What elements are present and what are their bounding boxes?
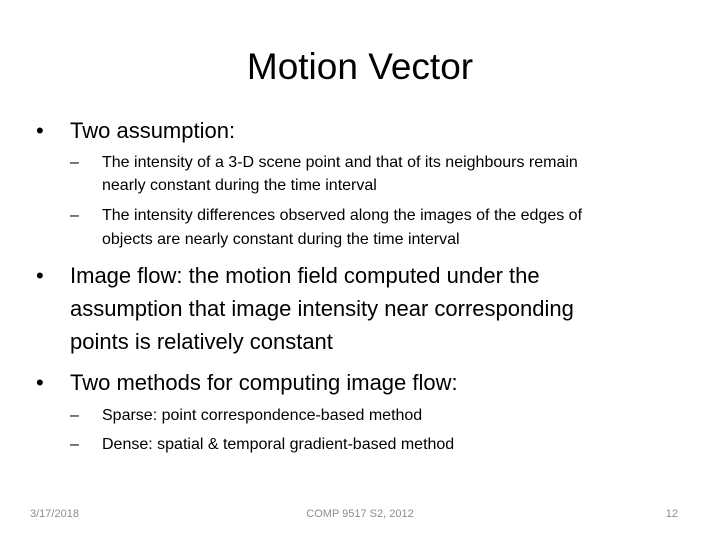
sub-bullet-marker: – xyxy=(70,407,79,424)
slide-title: Motion Vector xyxy=(246,46,474,87)
sub-bullet-marker: – xyxy=(70,207,79,224)
bullet-2-line-1: Image flow: the motion field computed under the xyxy=(70,263,540,288)
bullet-marker: • xyxy=(36,118,44,143)
bullet-1-line-1: Two assumption: xyxy=(70,118,236,143)
sub-bullet-marker: – xyxy=(70,436,79,453)
footer-date: 3/17/2018 xyxy=(30,508,79,520)
sub-bullet-1-1-line-2: nearly constant during the time interval xyxy=(102,177,377,194)
bullet-marker: • xyxy=(36,263,44,288)
bullet-2-line-2: assumption that image intensity near corresponding xyxy=(70,296,574,321)
sub-bullet-marker: – xyxy=(70,154,79,171)
footer-page-number: 12 xyxy=(665,508,678,520)
sub-bullet-3-2-line-1: Dense: spatial & temporal gradient-based method xyxy=(102,436,455,453)
sub-bullet-1-2-line-2: objects are nearly constant during the time interval xyxy=(102,231,460,248)
sub-bullet-1-2-line-1: The intensity differences observed along the images of the edges of xyxy=(102,207,583,224)
sub-bullet-3-1-line-1: Sparse: point correspondence-based method xyxy=(102,407,423,424)
sub-bullet-1-1-line-1: The intensity of a 3-D scene point and that of its neighbours remain xyxy=(102,154,578,171)
footer-course: COMP 9517 S2, 2012 xyxy=(306,508,414,520)
bullet-3-line-1: Two methods for computing image flow: xyxy=(70,370,458,395)
bullet-2-line-3: points is relatively constant xyxy=(70,329,333,354)
bullet-marker: • xyxy=(36,370,44,395)
